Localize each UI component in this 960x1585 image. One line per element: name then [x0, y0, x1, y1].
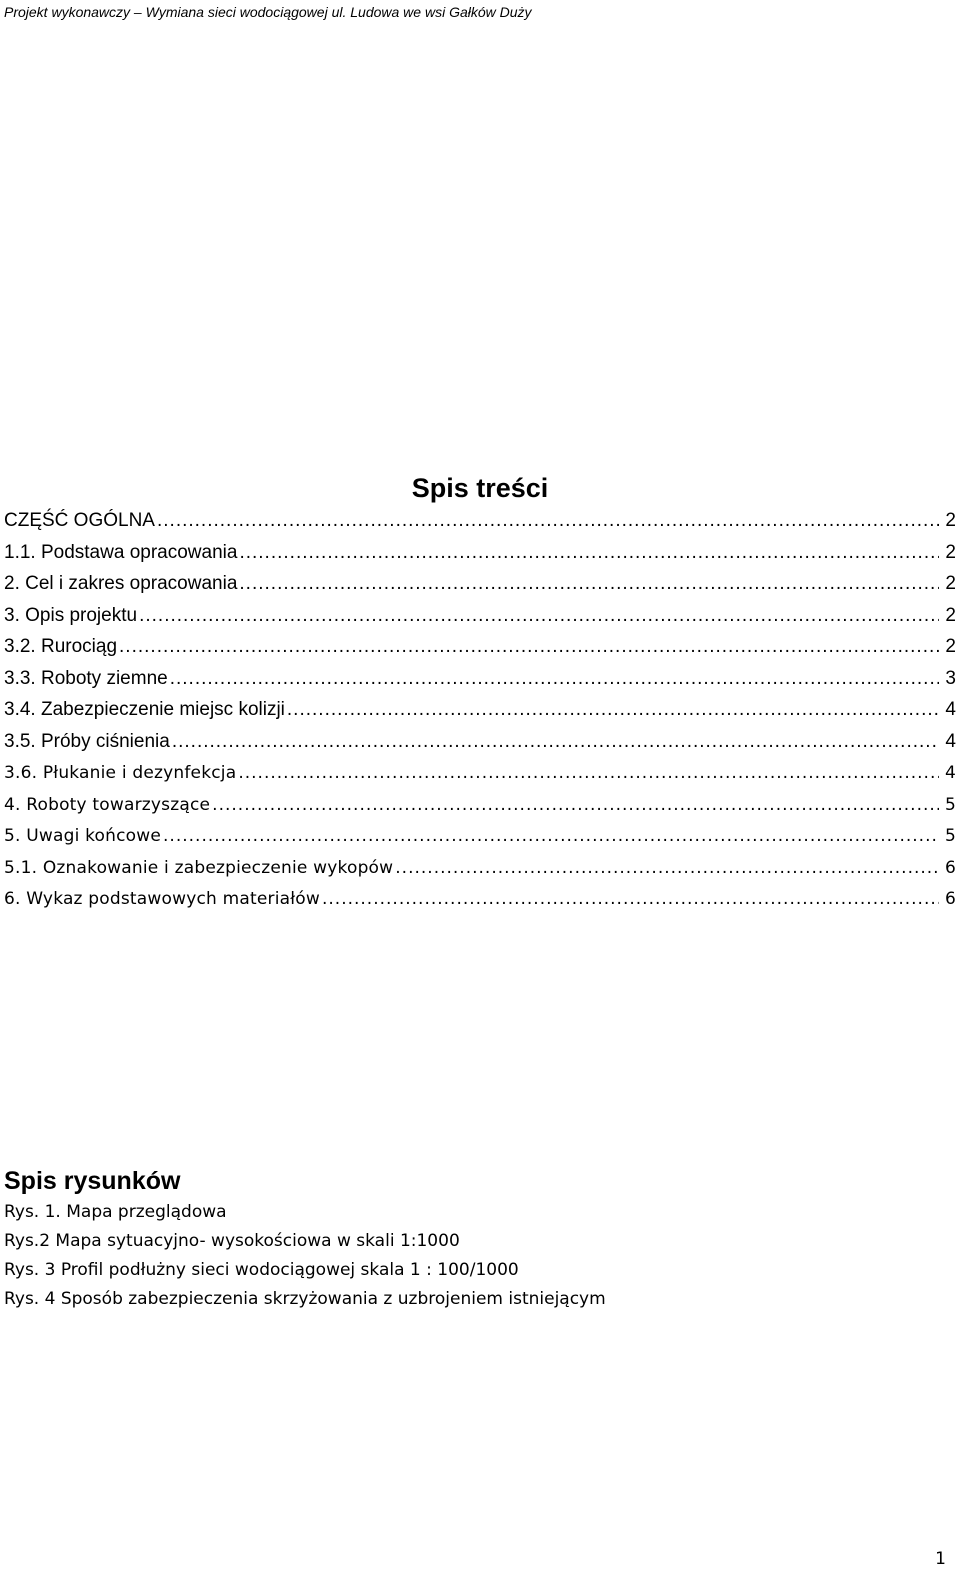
toc-leader-dots	[239, 572, 939, 596]
toc-entry[interactable]	[4, 698, 956, 730]
toc-entry-label: 5. Uwagi końcowe	[4, 826, 162, 846]
toc-entry[interactable]	[4, 887, 956, 919]
figures-title: Spis rysunków	[4, 1167, 181, 1195]
toc-entry[interactable]	[4, 730, 956, 762]
toc-entry-page: 4	[945, 699, 956, 720]
toc-entry-label: 1.1. Podstawa opracowania	[4, 541, 238, 563]
toc-entry-label: 3.6. Płukanie i dezynfekcja	[4, 763, 237, 783]
figure-item: Rys. 3 Profil podłużny sieci wodociągowej skala 1 : 100/1000	[4, 1260, 519, 1280]
toc-entry[interactable]	[4, 667, 956, 699]
toc-entry-label: CZĘŚĆ OGÓLNA	[4, 510, 155, 531]
toc-entry[interactable]	[4, 572, 956, 604]
toc-entry-page: 2	[945, 636, 956, 657]
toc-entry-label: 5.1. Oznakowanie i zabezpieczenie wykopów	[4, 857, 394, 878]
figures-list	[4, 1200, 606, 1316]
toc-entry-label: 3.4. Zabezpieczenie miejsc kolizji	[4, 699, 285, 720]
toc-entry-label: 3.5. Próby ciśnienia	[4, 730, 170, 752]
toc-entry-label: 3. Opis projektu	[4, 604, 138, 626]
toc-entry-page: 2	[945, 541, 956, 563]
toc-leader-dots	[157, 509, 939, 533]
toc-entry[interactable]	[4, 856, 956, 888]
toc-leader-dots	[119, 635, 939, 659]
toc-entry-label: 6. Wykaz podstawowych materiałów	[4, 889, 320, 909]
toc-entry[interactable]	[4, 793, 956, 825]
figure-item: Rys. 1. Mapa przeglądowa	[4, 1202, 227, 1222]
toc-leader-dots	[395, 856, 939, 880]
toc-leader-dots	[170, 667, 940, 691]
toc-entry-page: 2	[945, 573, 956, 594]
toc-entry-label: 3.3. Roboty ziemne	[4, 667, 168, 689]
toc-entry[interactable]	[4, 541, 956, 573]
toc-leader-dots	[212, 793, 939, 817]
toc-entry-page: 3	[945, 667, 956, 689]
toc-entry[interactable]	[4, 635, 956, 667]
toc-entry-page: 4	[944, 763, 956, 783]
toc-entry[interactable]	[4, 604, 956, 636]
page-header: Projekt wykonawczy – Wymiana sieci wodociągowej ul. Ludowa we wsi Gałków Duży	[4, 4, 532, 20]
toc-entry-label: 4. Roboty towarzyszące	[4, 794, 211, 815]
toc-leader-dots	[287, 698, 940, 722]
toc-entry[interactable]	[4, 509, 956, 541]
toc-leader-dots	[322, 887, 939, 911]
toc-entry-label: 3.2. Rurociąg	[4, 636, 118, 657]
toc-title: Spis treści	[411, 473, 549, 503]
toc-entry-page: 6	[944, 889, 956, 909]
toc-entry-page: 5	[944, 794, 956, 815]
toc-entry-page: 2	[945, 510, 956, 531]
toc-entry-page: 2	[945, 604, 956, 626]
toc-entry[interactable]	[4, 824, 956, 856]
toc-leader-dots	[239, 541, 939, 565]
toc-entry[interactable]	[4, 761, 956, 793]
toc-leader-dots	[172, 730, 940, 754]
toc-leader-dots	[163, 824, 939, 848]
toc-entry-page: 5	[944, 826, 956, 846]
toc-leader-dots	[238, 761, 939, 785]
page-number: 1	[935, 1549, 946, 1569]
toc-entry-page: 4	[945, 730, 956, 752]
table-of-contents	[4, 509, 956, 919]
toc-entry-page: 6	[944, 857, 956, 878]
toc-entry-label: 2. Cel i zakres opracowania	[4, 573, 238, 594]
toc-leader-dots	[139, 604, 939, 628]
figure-item: Rys.2 Mapa sytuacyjno- wysokościowa w skali 1:1000	[4, 1231, 460, 1251]
figure-item: Rys. 4 Sposób zabezpieczenia skrzyżowania z uzbrojeniem istniejącym	[4, 1289, 606, 1309]
